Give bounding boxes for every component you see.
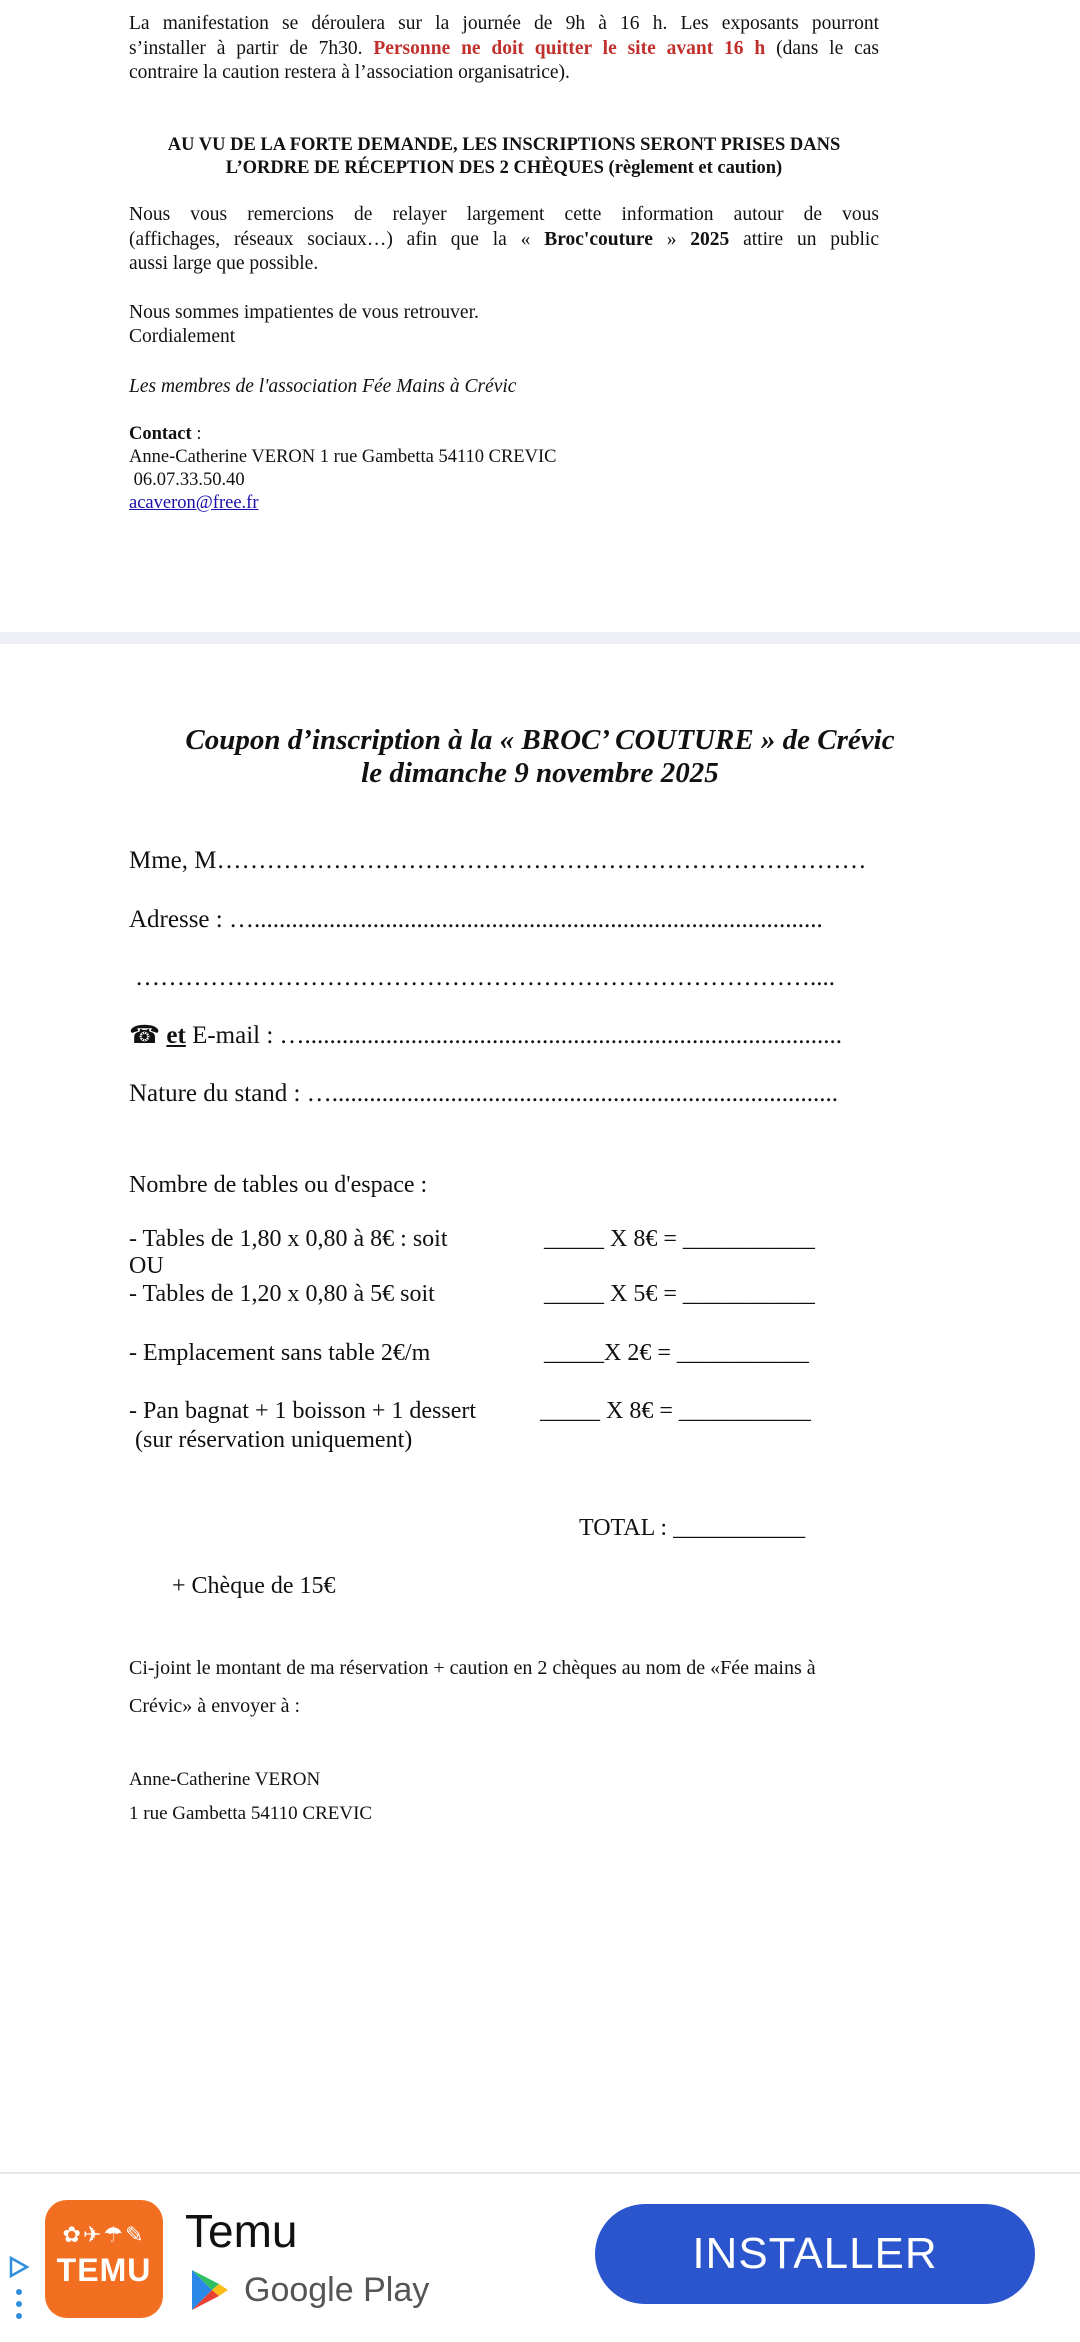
row-calc-no-table: _____X 2€ = ___________ — [544, 1340, 809, 1366]
install-button[interactable]: INSTALLER — [595, 2204, 1035, 2304]
schedule-paragraph — [129, 12, 879, 37]
rule-highlight: Personne ne doit quitter le site avant 16 h — [373, 38, 766, 59]
letter-page — [0, 0, 1080, 632]
temu-app-icon[interactable] — [45, 2200, 163, 2318]
stand-field: Nature du stand : …................................................................................. — [129, 1080, 838, 1107]
schedule-line-2: s’installer à partir de 7h30. Personne ne doit quitter le site avant 16 h (dans le cas — [129, 38, 879, 59]
name-field: Mme, M…………………………………………………………………… — [129, 847, 867, 874]
total-line: TOTAL : ___________ — [579, 1515, 806, 1541]
page-separator — [0, 632, 1080, 644]
contact-address: Anne-Catherine VERON 1 rue Gambetta 54110 CREVIC — [129, 447, 557, 467]
google-play-badge[interactable]: Google Play — [190, 2266, 429, 2314]
coupon-page — [0, 644, 1080, 2174]
row-calc-small-table: _____ X 5€ = ___________ — [544, 1281, 815, 1307]
send-name: Anne-Catherine VERON — [129, 1769, 321, 1790]
tables-heading: Nombre de tables ou d'espace : — [129, 1172, 428, 1198]
coupon-title-line-1: Coupon d’inscription à la « BROC’ COUTURE » de Crévic — [185, 724, 895, 756]
registration-notice-line-1: AU VU DE LA FORTE DEMANDE, LES INSCRIPTIONS SERONT PRISES DANS — [167, 135, 841, 155]
coupon-title-line-2: le dimanche 9 novembre 2025 — [361, 757, 719, 789]
contact-phone: 06.07.33.50.40 — [129, 470, 245, 490]
closing-line-1: Nous sommes impatientes de vous retrouver. — [129, 302, 479, 323]
contact-email-line — [129, 491, 879, 516]
enclosed-line-1: Ci-joint le montant de ma réservation + caution en 2 chèques au nom de «Fée mains à — [129, 1657, 816, 1679]
deposit-cheque: + Chèque de 15€ — [172, 1573, 336, 1599]
row-label-large-table: - Tables de 1,80 x 0,80 à 8€ : soit — [129, 1226, 448, 1252]
address-field: Adresse : …........................................................................................... — [129, 906, 823, 933]
row-label-no-table: - Emplacement sans table 2€/m — [129, 1340, 431, 1366]
row-label-meal: - Pan bagnat + 1 boisson + 1 dessert — [129, 1398, 477, 1424]
or-separator: OU — [129, 1253, 164, 1279]
send-address: 1 rue Gambetta 54110 CREVIC — [129, 1803, 373, 1824]
schedule-line-3: contraire la caution restera à l’association organisatrice). — [129, 62, 570, 83]
enclosed-line-2: Crévic» à envoyer à : — [129, 1695, 301, 1717]
share-line-1: Nous vous remercions de relayer largement cette information autour de vous — [129, 204, 879, 225]
share-line-3: aussi large que possible. — [129, 253, 319, 274]
contact-heading: Contact : — [129, 424, 202, 444]
ad-banner[interactable] — [0, 2172, 1080, 2342]
phone-email-field: ☎ et E-mail : …...................................................................................... — [129, 1022, 843, 1049]
signature: Les membres de l'association Fée Mains à Crévic — [129, 376, 517, 397]
row-calc-meal: _____ X 8€ = ___________ — [540, 1398, 811, 1424]
closing-line-2: Cordialement — [129, 326, 236, 347]
reservation-note: (sur réservation uniquement) — [129, 1427, 413, 1453]
temu-logo-glyphs-icon: ✿✈☂✎ — [62, 2222, 146, 2247]
temu-logo-text: TEMU — [56, 2252, 152, 2288]
ad-choices-icon[interactable] — [8, 2256, 30, 2326]
row-calc-large-table: _____ X 8€ = ___________ — [544, 1226, 815, 1252]
registration-notice-line-2: L’ORDRE DE RÉCEPTION DES 2 CHÈQUES (règlement et caution) — [225, 158, 783, 178]
ad-app-name[interactable]: Temu — [185, 2205, 298, 2257]
schedule-line-1: La manifestation se déroulera sur la journée de 9h à 16 h. Les exposants pourront — [129, 13, 879, 34]
share-line-2: (affichages, réseaux sociaux…) afin que la « Broc'couture » 2025 attire un public — [129, 229, 879, 250]
phone-icon: ☎ — [129, 1022, 161, 1049]
contact-email-link[interactable]: acaveron@free.fr — [129, 493, 259, 513]
row-label-small-table: - Tables de 1,20 x 0,80 à 5€ soit — [129, 1281, 435, 1307]
google-play-icon — [190, 2268, 230, 2312]
address-line-2: ……………………………………………………………………….... — [135, 964, 835, 991]
